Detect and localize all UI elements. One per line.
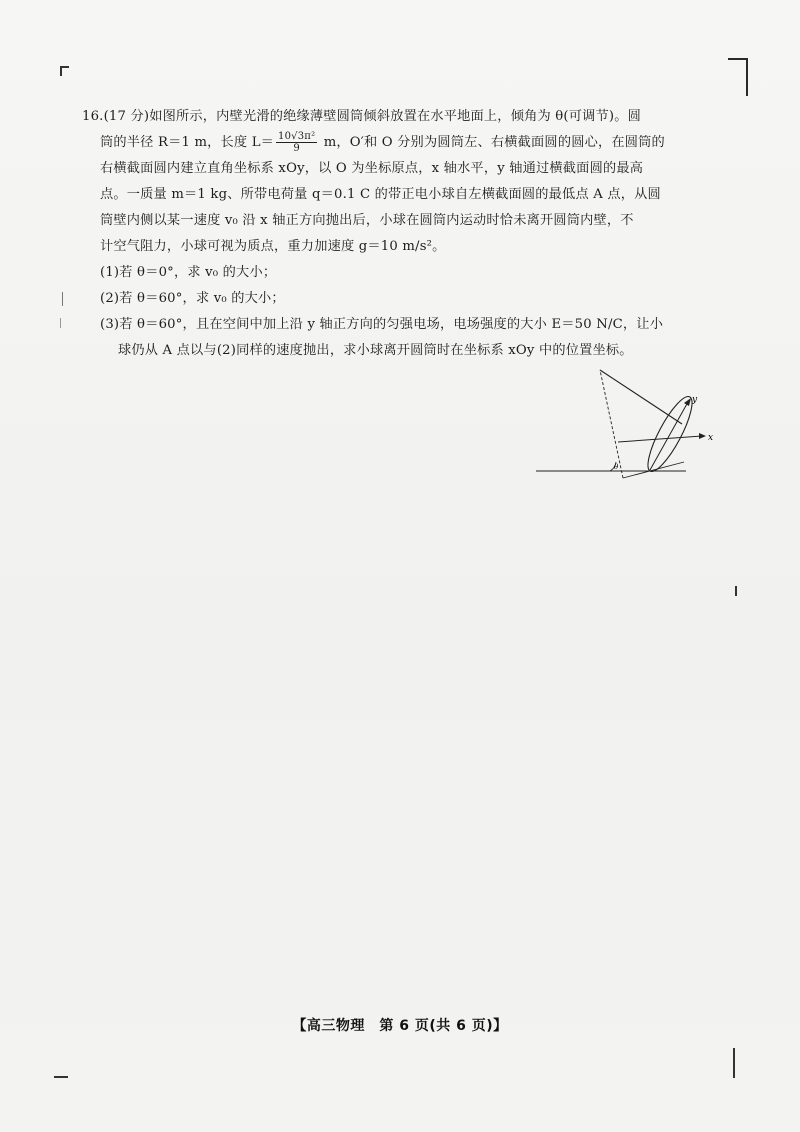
question-line-3: 右横截面圆内建立直角坐标系 xOy，以 O 为坐标原点，x 轴水平，y 轴通过横截面圆的最高 <box>100 161 644 176</box>
y-axis-label: y <box>692 395 698 405</box>
x-axis-label: x <box>708 433 714 443</box>
fraction-numerator: 10√3π² <box>278 131 316 142</box>
cylinder-upper-edge <box>600 370 682 424</box>
inclined-cylinder-diagram <box>530 358 720 488</box>
margin-mark-right <box>735 586 737 596</box>
question-number: 16. <box>82 109 104 124</box>
question-line-2: 筒的半径 R＝1 m，长度 L＝ $\frac{\text{10√3π²}}{9}$ m，O′和 O 分别为圆筒左、右横截面圆的圆心，在圆筒的 <box>100 131 665 154</box>
sub-question-3-continued: 球仍从 A 点以与(2)同样的速度抛出，求小球离开圆筒时在坐标系 xOy 中的位置坐标。 <box>118 343 633 358</box>
sub-question-1: (1)若 θ＝0°，求 v₀ 的大小； <box>100 265 277 280</box>
y-axis <box>650 402 688 470</box>
x-axis <box>618 436 702 442</box>
y-axis-arrow-icon <box>684 398 691 406</box>
question-line-4: 点。一质量 m＝1 kg、所带电荷量 q＝0.1 C 的带正电小球自左横截面圆的最低点 A 点，从圆 <box>100 187 661 202</box>
margin-mark-left-lower <box>60 318 61 328</box>
margin-mark-left <box>62 292 63 306</box>
sub-question-3: (3)若 θ＝60°，且在空间中加上沿 y 轴正方向的匀强电场，电场强度的大小 E＝50 N/C，让小 <box>100 317 664 332</box>
crop-mark-bottom-left <box>54 1076 68 1078</box>
question-line-5: 筒壁内侧以某一速度 v₀ 沿 x 轴正方向抛出后，小球在圆筒内运动时恰未离开圆筒内壁，不 <box>100 213 634 228</box>
crop-mark-top-right <box>728 58 748 60</box>
crop-mark-top-right-vertical <box>746 58 748 96</box>
x-axis-arrow-icon <box>699 433 706 439</box>
fraction-denominator: 9 <box>293 143 300 154</box>
length-fraction <box>276 131 317 154</box>
question-line-1: 16.(17 分)如图所示，内壁光滑的绝缘薄壁圆筒倾斜放置在水平地面上，倾角为 θ(可调节)。圆 <box>82 109 642 124</box>
sub-question-2: (2)若 θ＝60°，求 v₀ 的大小； <box>100 291 285 306</box>
question-line-6: 计空气阻力，小球可视为质点，重力加速度 g＝10 m/s²。 <box>100 239 446 254</box>
theta-label: θ <box>614 463 619 471</box>
crop-mark-bottom-right <box>733 1048 735 1078</box>
cylinder-top-left-edge <box>600 370 623 478</box>
question-16 <box>82 104 722 364</box>
page-footer: 【高三物理 第 6 页(共 6 页)】 <box>292 1018 508 1034</box>
crop-mark-top-left <box>60 66 69 76</box>
